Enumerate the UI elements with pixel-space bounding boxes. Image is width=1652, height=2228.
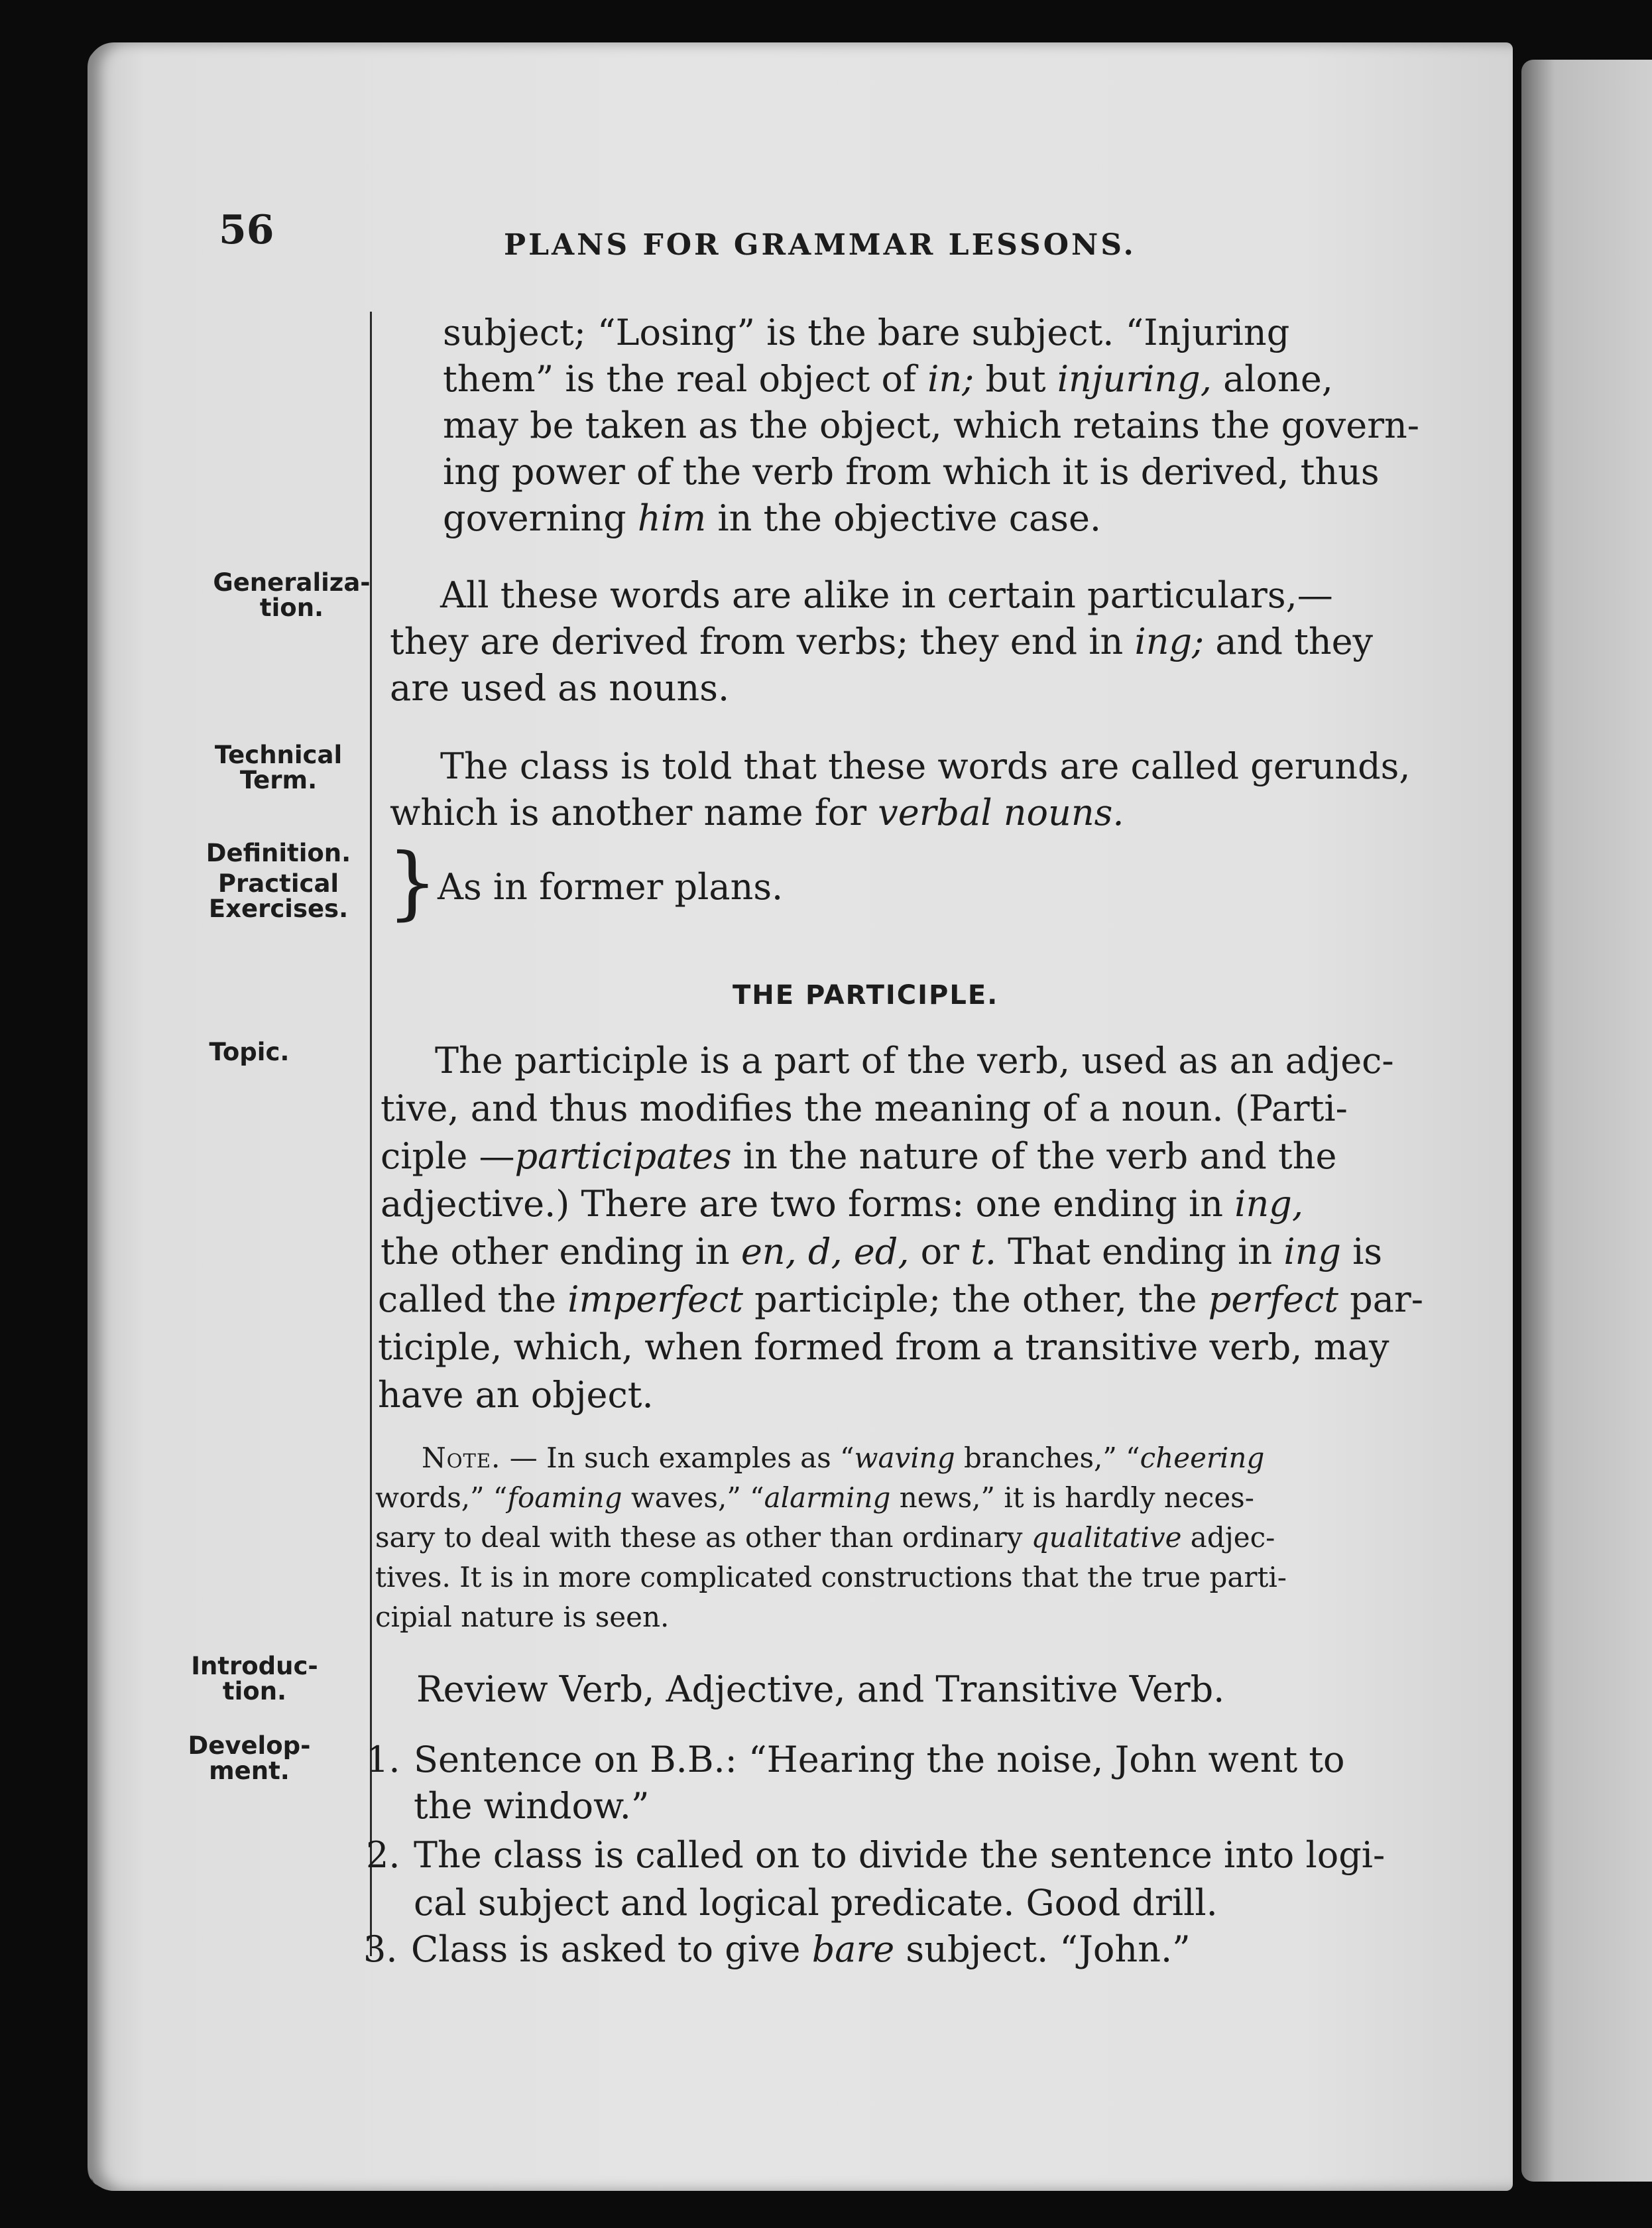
text-line: ciple —participates in the nature of the verb and the <box>381 1135 1337 1177</box>
text-line: the window.” <box>414 1785 650 1827</box>
text-line: subject; “Losing” is the bare subject. “Injuring <box>443 312 1290 353</box>
margin-note-practical-exercises: Practical Exercises. <box>208 869 349 923</box>
text-line: tive, and thus modifies the meaning of a noun. (Parti- <box>381 1087 1348 1129</box>
text-line: The class is told that these words are called gerunds, <box>440 745 1411 787</box>
page-number: 56 <box>219 207 274 253</box>
margin-note-technical-term: Technical Term. <box>214 741 343 794</box>
section-heading: THE PARTICIPLE. <box>733 980 999 1011</box>
brace: } <box>387 837 438 929</box>
note-line: cipial nature is seen. <box>375 1601 670 1633</box>
text-line: have an object. <box>378 1374 654 1416</box>
text-line: adjective.) There are two forms: one ending in ing, <box>381 1183 1304 1225</box>
note-line: tives. It is in more complicated constructions that the true parti- <box>375 1561 1287 1593</box>
text-line: may be taken as the object, which retains the govern- <box>443 404 1420 446</box>
margin-note-topic: Topic. <box>209 1038 290 1066</box>
list-item: 1. Sentence on B.B.: “Hearing the noise, John went to <box>366 1739 1345 1780</box>
facing-page-edge <box>1521 60 1652 2182</box>
text-line: cal subject and logical predicate. Good drill. <box>414 1882 1218 1924</box>
note-line: Note. — In such examples as “waving branches,” “cheering <box>422 1442 1265 1474</box>
margin-note-definition: Definition. <box>206 839 351 867</box>
text-line: they are derived from verbs; they end in ing; and they <box>390 621 1374 662</box>
text-line: All these words are alike in certain particulars,— <box>440 574 1333 616</box>
text-line: ticiple, which, when formed from a transitive verb, may <box>378 1326 1389 1368</box>
text-line: ing power of the verb from which it is derived, thus <box>443 451 1380 493</box>
margin-note-introduction: Introduc- tion. <box>191 1652 318 1705</box>
text-line: which is another name for verbal nouns. <box>390 792 1124 834</box>
margin-note-development: Develop- ment. <box>188 1731 311 1785</box>
running-title: PLANS FOR GRAMMAR LESSONS. <box>504 228 1136 262</box>
text-line: As in former plans. <box>438 866 784 908</box>
text-line: are used as nouns. <box>390 667 730 709</box>
list-item: 3. Class is asked to give bare subject. “John.” <box>363 1928 1191 1970</box>
text-line: them” is the real object of in; but injuring, alone, <box>443 358 1333 400</box>
text-line: called the imperfect participle; the other, the perfect par- <box>378 1278 1423 1320</box>
note-line: sary to deal with these as other than ordinary qualitative adjec- <box>375 1521 1275 1554</box>
list-item: 2. The class is called on to divide the sentence into logi- <box>366 1834 1386 1876</box>
text-line: the other ending in en, d, ed, or t. That ending in ing is <box>381 1231 1383 1272</box>
note-line: words,” “foaming waves,” “alarming news,” it is hardly neces- <box>375 1481 1254 1514</box>
text-line: governing him in the objective case. <box>443 497 1102 539</box>
text-line: The participle is a part of the verb, used as an adjec- <box>435 1040 1394 1082</box>
margin-rule <box>370 312 372 1956</box>
text-line: Review Verb, Adjective, and Transitive Verb. <box>416 1668 1225 1710</box>
margin-note-generalization: Generaliza- tion. <box>213 568 371 622</box>
